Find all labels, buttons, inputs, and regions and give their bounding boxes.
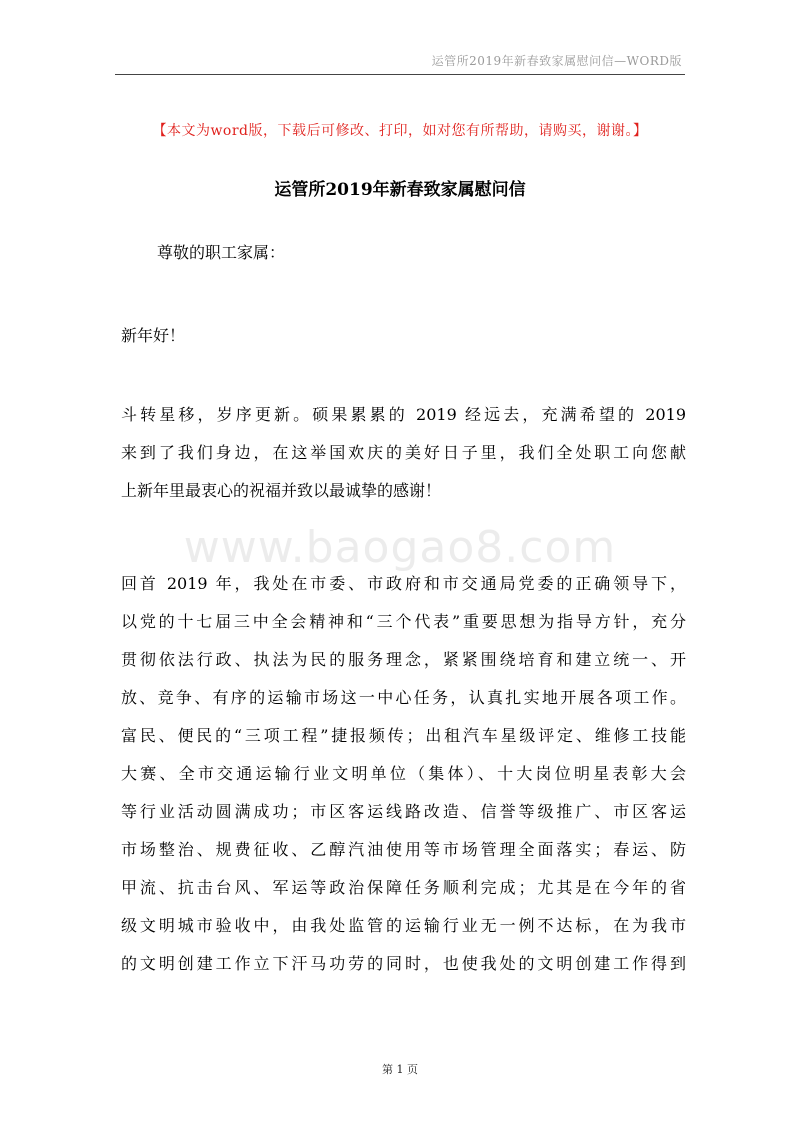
- paragraph-line: 市场整治、规费征收、乙醇汽油使用等市场管理全面落实；春运、防: [121, 840, 686, 859]
- purchase-notice: 【本文为word版，下载后可修改、打印，如对您有所帮助，请购买，谢谢。】: [152, 123, 648, 139]
- paragraph-line: 级文明城市验收中，由我处监管的运输行业无一例不达标，在为我市: [121, 916, 686, 935]
- paragraph-line: 等行业活动圆满成功；市区客运线路改造、信誉等级推广、市区客运: [121, 802, 686, 821]
- watermark: www.baogao8.com: [183, 522, 617, 573]
- paragraph-line: 富民、便民的“三项工程”捷报频传；出租汽车星级评定、维修工技能: [121, 726, 686, 745]
- paragraph-1: [121, 396, 686, 510]
- paragraph-line: 的文明创建工作立下汗马功劳的同时，也使我处的文明创建工作得到: [121, 954, 686, 973]
- salutation: 尊敬的职工家属：: [157, 243, 286, 262]
- paragraph-line: 大赛、全市交通运输行业文明单位（集体）、十大岗位明星表彰大会: [121, 764, 686, 783]
- paragraph-line: 上新年里最衷心的祝福并致以最诚挚的感谢！: [121, 481, 442, 500]
- paragraph-line: 回首 2019 年，我处在市委、市政府和市交通局党委的正确领导下，: [121, 574, 686, 593]
- running-header: 运管所2019年新春致家属慰问信—WORD版: [431, 54, 682, 68]
- new-year-greeting: 新年好！: [121, 326, 186, 345]
- document-title: 运管所2019年新春致家属慰问信: [274, 180, 526, 200]
- page-number: 第 1 页: [382, 1063, 418, 1076]
- paragraph-line: 斗转星移，岁序更新。硕果累累的 2019 经远去，充满希望的 2019: [121, 405, 686, 424]
- paragraph-line: 放、竞争、有序的运输市场这一中心任务，认真扎实地开展各项工作。: [121, 688, 686, 707]
- paragraph-line: 甲流、抗击台风、军运等政治保障任务顺利完成；尤其是在今年的省: [121, 878, 686, 897]
- paragraph-2: [121, 565, 686, 983]
- header-divider: [115, 74, 685, 75]
- paragraph-line: 贯彻依法行政、执法为民的服务理念，紧紧围绕培育和建立统一、开: [121, 650, 686, 669]
- paragraph-line: 来到了我们身边，在这举国欢庆的美好日子里，我们全处职工向您献: [121, 443, 686, 462]
- paragraph-line: 以党的十七届三中全会精神和“三个代表”重要思想为指导方针，充分: [121, 612, 686, 631]
